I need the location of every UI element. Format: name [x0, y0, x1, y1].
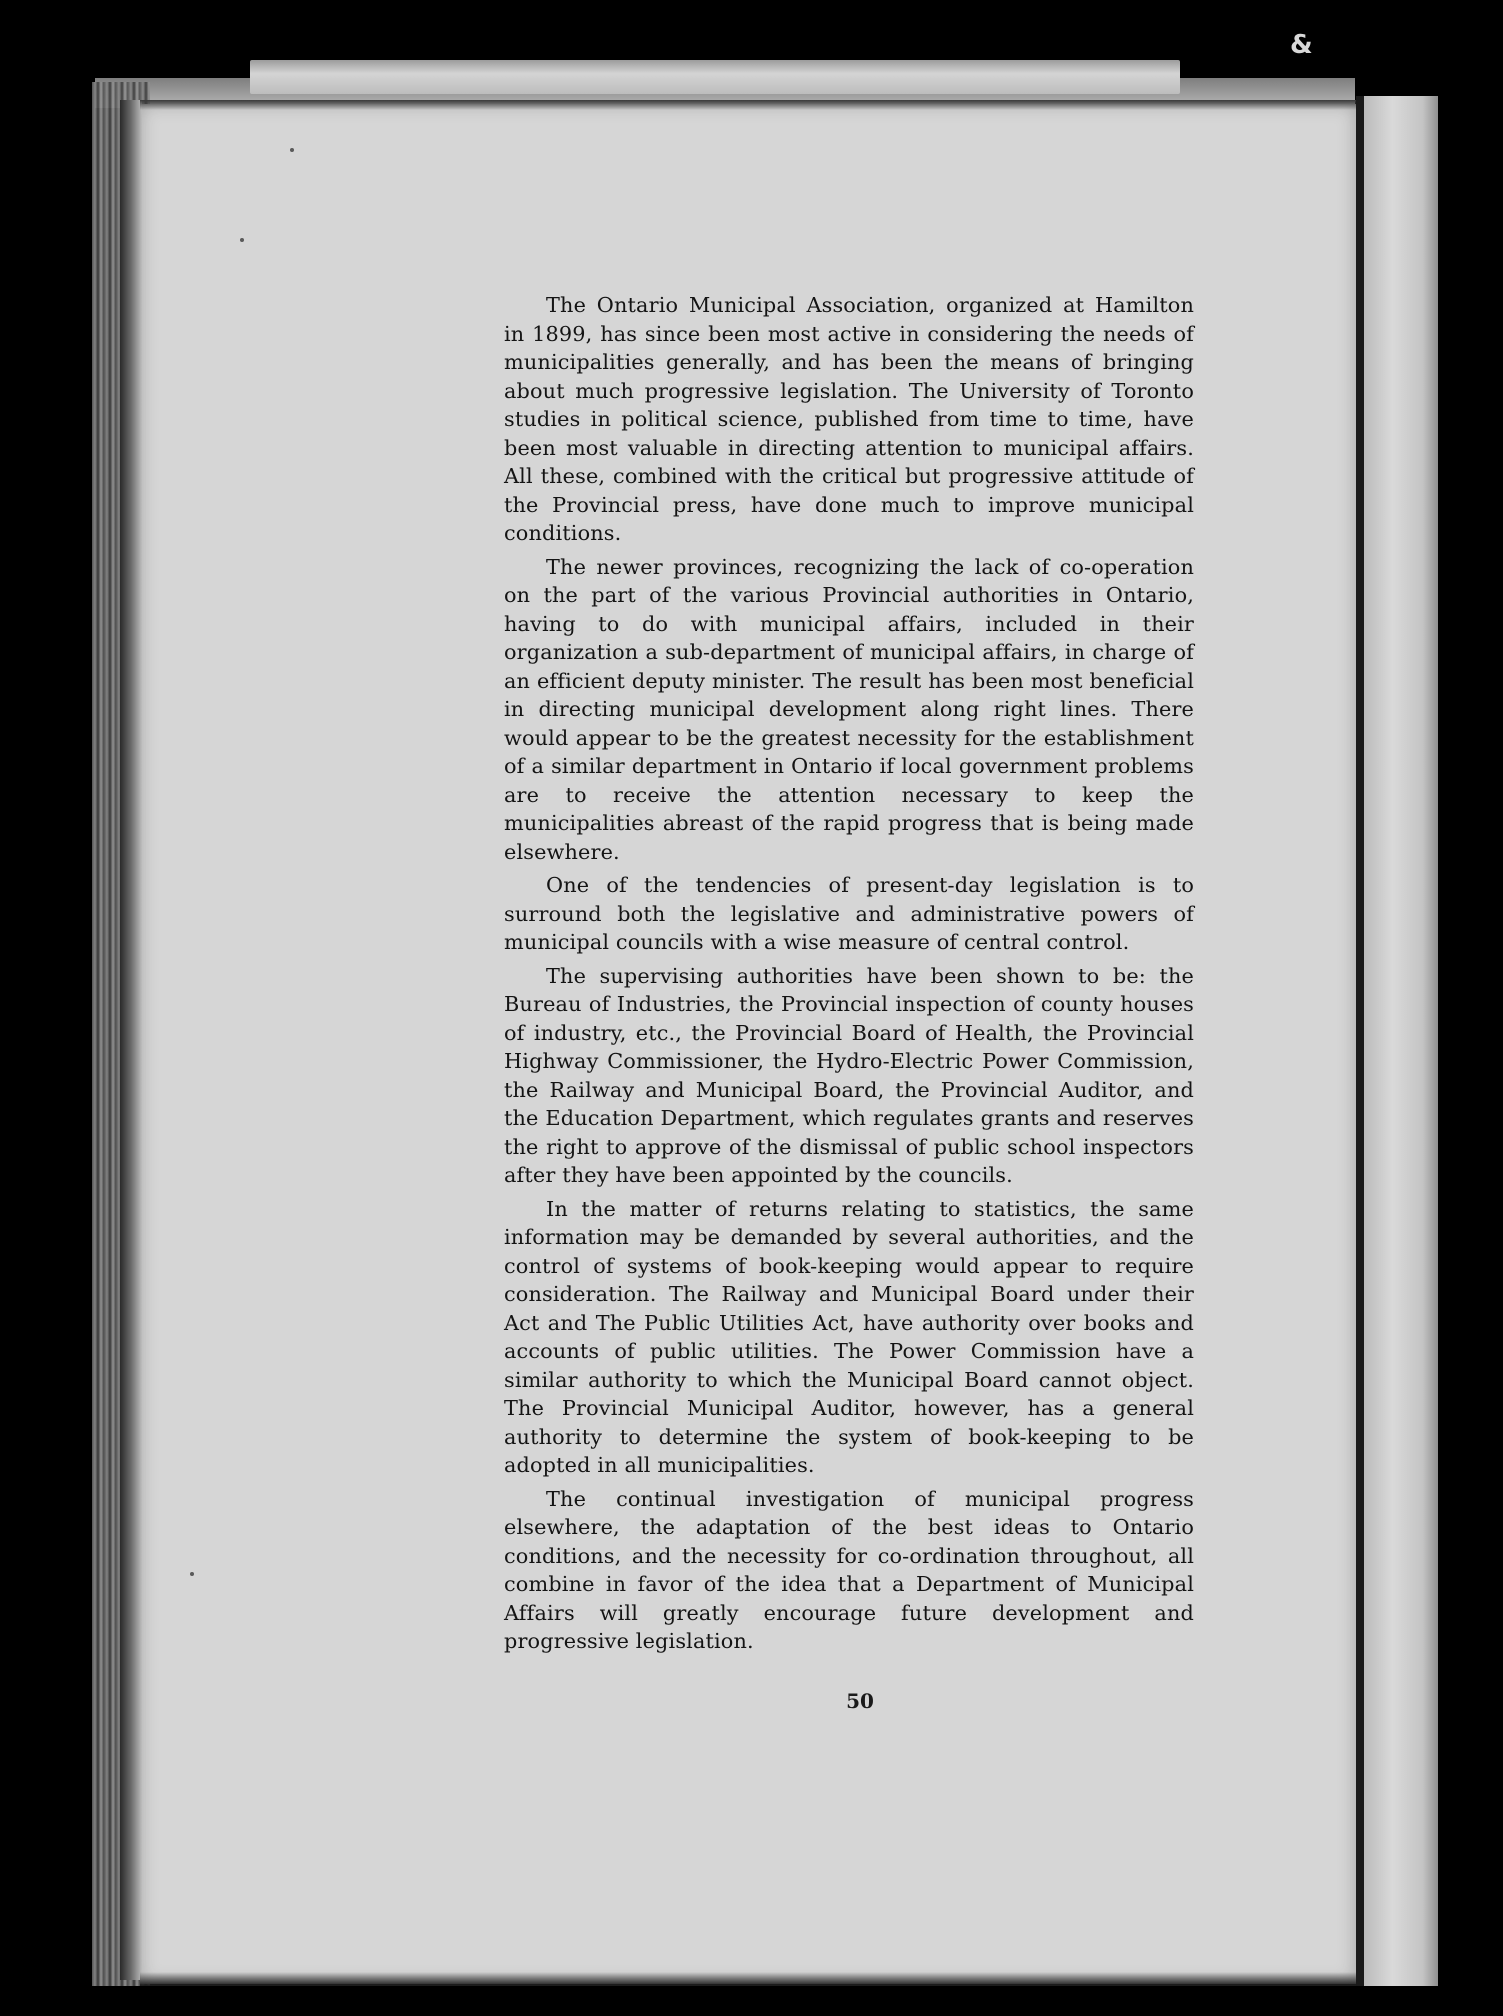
scan-corner-mark: & — [1290, 30, 1313, 60]
page-fold-shadow — [120, 100, 142, 1980]
dust-speck — [190, 1572, 194, 1576]
paragraph: One of the tendencies of present-day legislation is to surround both the legislative and administrative powers of municipal councils with a wise measure of central control. — [504, 873, 1194, 954]
dust-speck — [290, 148, 294, 152]
paper-strip-top — [250, 60, 1180, 94]
dust-speck — [240, 238, 244, 242]
paragraph: The newer provinces, recognizing the lack of co-operation on the part of the various Provincial authorities in Ontario, having to do with municipal affairs, included in their organization a sub-department of municipal affairs, in charge of an efficient deputy minister. The result has been most beneficial in directing municipal development along right lines. There would appear to be the greatest necessity for the establishment of a similar department in Ontario if local government problems are to receive the attention necessary to keep the municipalities abreast of the rapid progress that is being made elsewhere. — [504, 554, 1194, 864]
page-gap-shadow — [1356, 96, 1364, 1986]
page-number: 50 — [846, 1689, 874, 1713]
paragraph: In the matter of returns relating to statistics, the same information may be demanded by several authorities, and the control of systems of book-keeping would appear to require consideration. The Railway and Municipal Board under their Act and The Public Utilities Act, have authority over books and accounts of public utilities. The Power Commission have a similar authority to which the Municipal Board cannot object. The Provincial Municipal Auditor, however, has a general authority to determine the system of book-keeping to be adopted in all municipalities. — [504, 1196, 1194, 1477]
paragraph: The Ontario Municipal Association, organized at Hamilton in 1899, has since been most active in considering the needs of municipalities generally, and has been the means of bringing about much progressive legislation. The University of Toronto studies in political science, published from time to time, have been most valuable in directing attention to municipal affairs. All these, combined with the critical but progressive attitude of the Provincial press, have done much to improve municipal conditions. — [504, 293, 1194, 545]
page-stack-right — [1362, 96, 1438, 1986]
paragraph: The continual investigation of municipal progress elsewhere, the adaptation of the best ideas to Ontario conditions, and the necessity for co-ordination throughout, all combine in favor of the idea that a Department of Municipal Affairs will greatly encourage future development and progressive legislation. — [504, 1486, 1194, 1653]
page-bottom-shadow — [140, 1972, 1356, 1986]
page-top-shadow — [140, 100, 1356, 110]
body-text — [504, 291, 1194, 1661]
paragraph: The supervising authorities have been shown to be: the Bureau of Industries, the Provincial inspection of county houses of industry, etc., the Provincial Board of Health, the Provincial Highway Commissioner, the Hydro-Electric Power Commission, the Railway and Municipal Board, the Provincial Auditor, and the Education Department, which regulates grants and reserves the right to approve of the dismissal of public school inspectors after they have been appointed by the councils. — [504, 963, 1194, 1187]
